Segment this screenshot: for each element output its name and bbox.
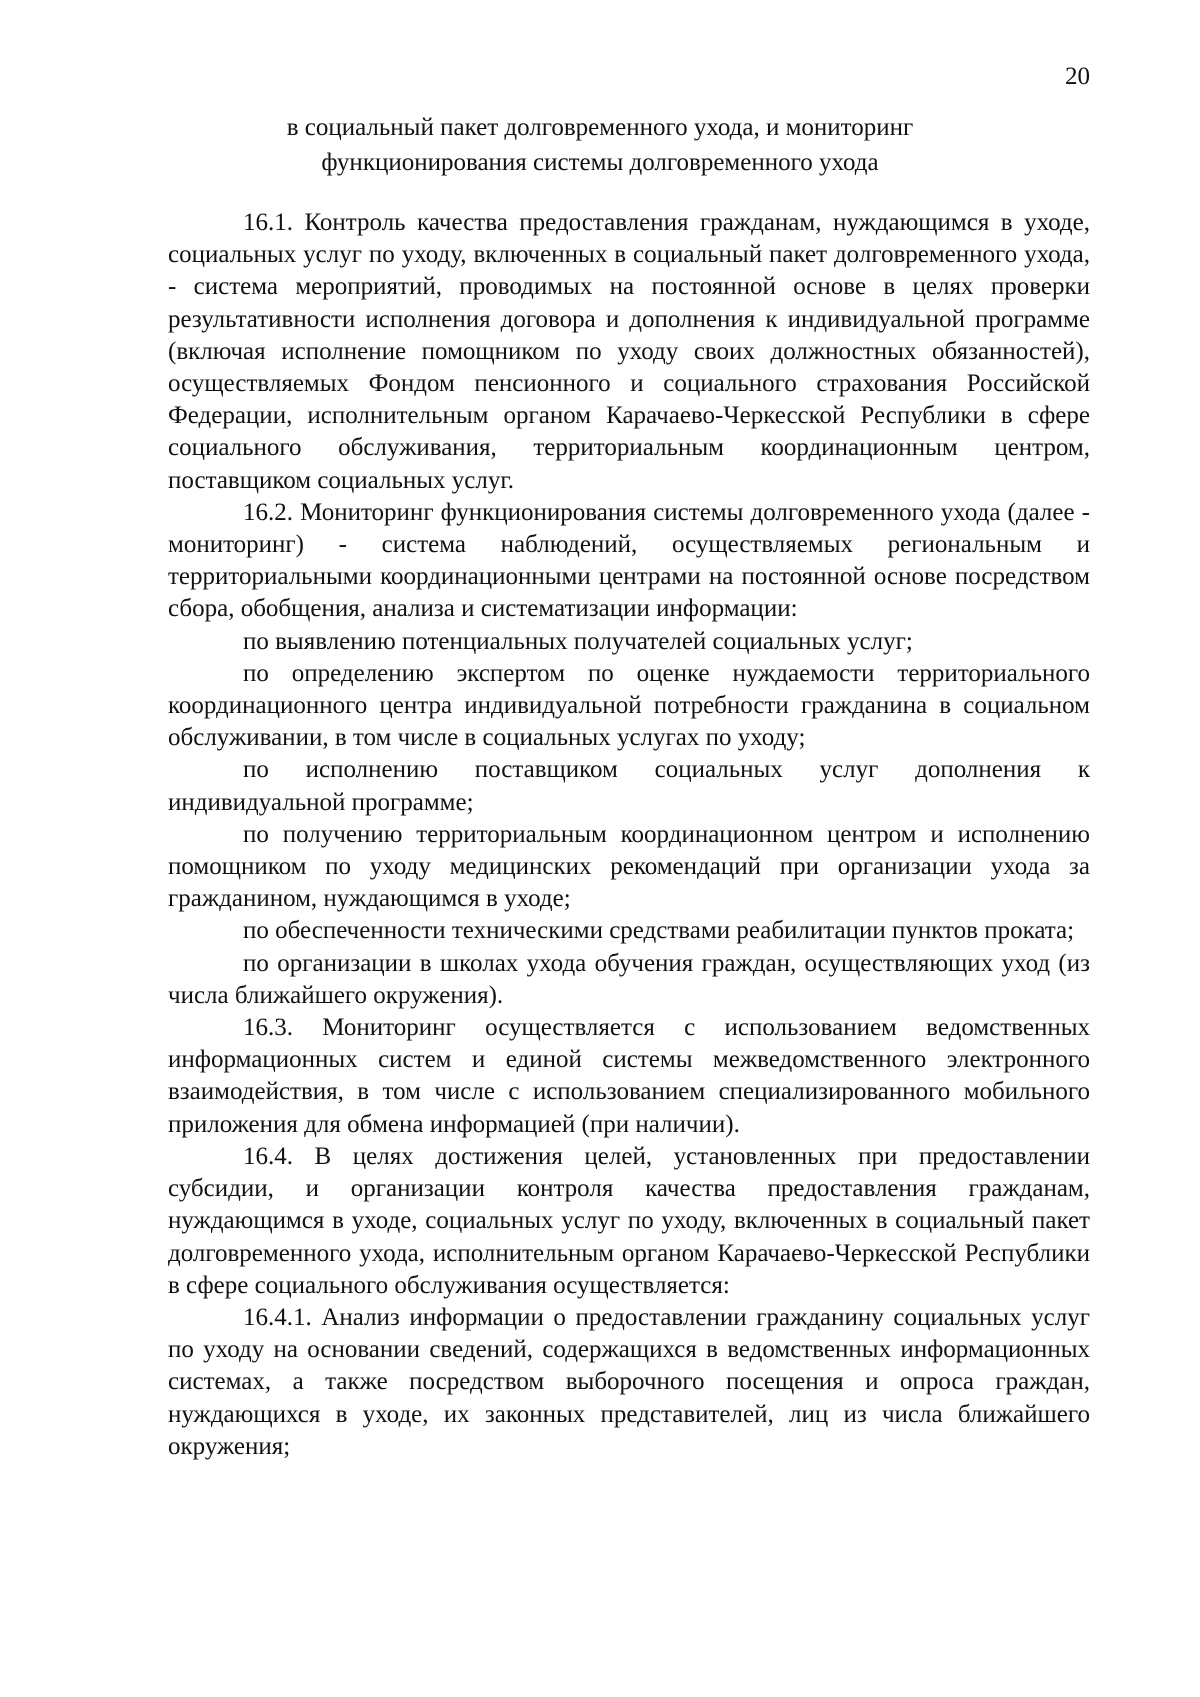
paragraph-16-3: 16.3. Мониторинг осуществляется с использованием ведомственных информационных систем и единой системы межведомственного электронного взаимодействия, в том числе с использованием специализированного мобильного приложения для обмена информацией (при наличии). [168,1014,1090,1138]
section-heading [120,110,1080,180]
monitoring-item-6: по организации в школах ухода обучения граждан, осуществляющих уход (из числа ближайшего окружения). [168,949,1090,1009]
page-number: 20 [1065,63,1090,90]
heading-line-2: функционирования системы долговременного ухода [321,149,879,176]
monitoring-item-5: по обеспеченности техническими средствами реабилитации пунктов проката; [243,917,1075,945]
monitoring-item-1: по выявлению потенциальных получателей социальных услуг; [243,627,913,655]
heading-line-1: в социальный пакет долговременного ухода, и мониторинг [286,114,914,141]
paragraph-16-4: 16.4. В целях достижения целей, установленных при предоставлении субсидии, и организации контроля качества предоставления гражданам, нуждающимся в уходе, социальных услуг по уходу, включенных в социальный пакет долговременного ухода, исполнительным органом Карачаево-Черкесской Республики в сфере социального обслуживания осуществляется: [168,1142,1090,1299]
paragraph-16-1: 16.1. Контроль качества предоставления гражданам, нуждающимся в уходе, социальных услуг по уходу, включенных в социальный пакет долговременного ухода, - система мероприятий, проводимых на постоянной основе в целях проверки результативности исполнения договора и дополнения к индивидуальной программе (включая исполнение помощником по уходу своих должностных обязанностей), осуществляемых Фондом пенсионного и социального страхования Российской Федерации, исполнительным органом Карачаево-Черкесской Республики в сфере социального обслуживания, территориальным координационным центром, поставщиком социальных услуг. [168,209,1090,494]
document-body [168,207,1090,1463]
paragraph-16-4-1: 16.4.1. Анализ информации о предоставлении гражданину социальных услуг по уходу на основании сведений, содержащихся в ведомственных информационных системах, а также посредством выборочного посещения и опроса граждан, нуждающихся в уходе, их законных представителей, лиц из числа ближайшего окружения; [168,1303,1090,1460]
monitoring-item-2: по определению экспертом по оценке нуждаемости территориального координационного центра индивидуальной потребности гражданина в социальном обслуживании, в том числе в социальных услугах по уходу; [168,659,1090,752]
monitoring-item-4: по получению территориальным координационном центром и исполнению помощником по уходу медицинских рекомендаций при организации ухода за гражданином, нуждающимся в уходе; [168,820,1090,913]
monitoring-item-3: по исполнению поставщиком социальных услуг дополнения к индивидуальной программе; [168,756,1090,816]
paragraph-16-2: 16.2. Мониторинг функционирования системы долговременного ухода (далее - мониторинг) - система наблюдений, осуществляемых региональным и территориальными координационными центрами на постоянной основе посредством сбора, обобщения, анализа и систематизации информации: [168,498,1090,623]
